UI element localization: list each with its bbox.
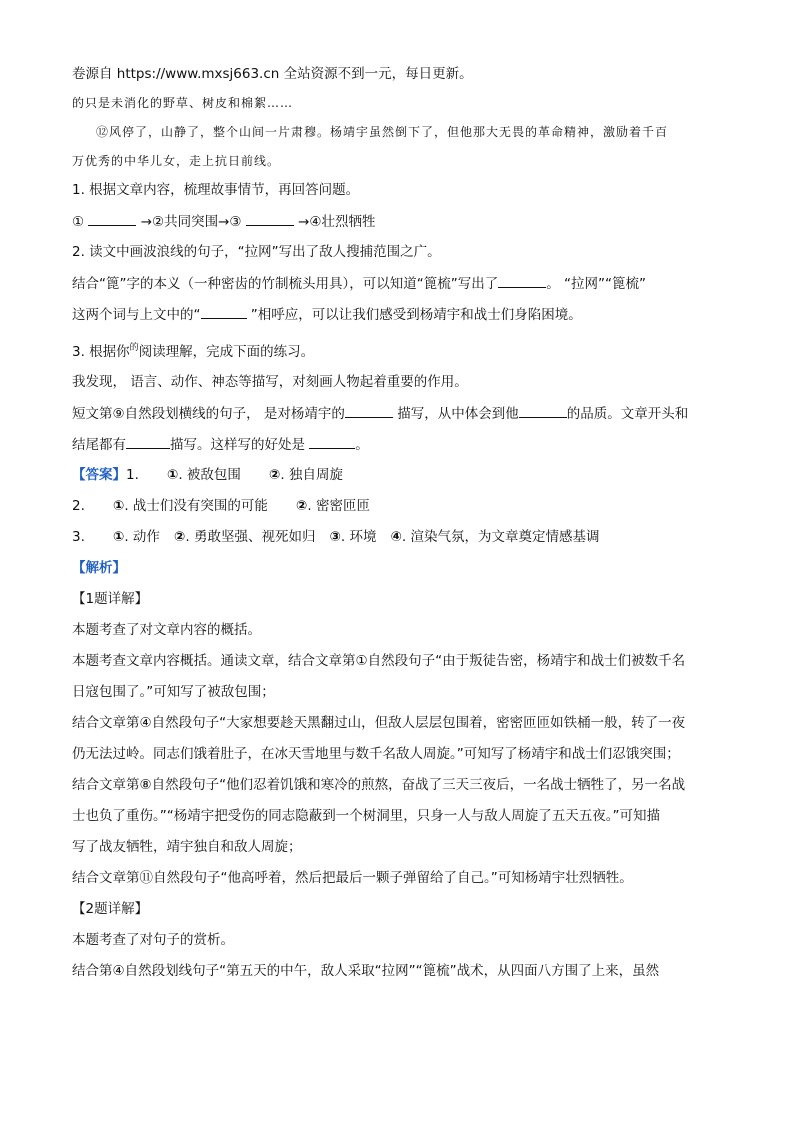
question-text: 描写。这样写的好处是 [170,437,310,453]
answer-line-3 [72,527,722,558]
answer-number: 3. [72,529,85,545]
detail-2-title: 【2题详解】 [72,901,149,917]
analysis-line: 本题考查了对文章内容的概括。 [72,622,261,638]
plot-step-4: →④壮烈牺牲 [298,214,376,230]
question-text: 。 [355,437,369,453]
circle-number: ④ [390,529,402,545]
circle-number: ② [295,498,308,514]
answer-blank[interactable] [201,304,247,319]
question-1-title: 1. 根据文章内容，梳理故事情节，再回答问题。 [72,182,360,198]
passage-line: 的只是未消化的野草、树皮和棉絮…… [72,96,294,110]
analysis-line: 士也负了重伤。”“杨靖宇把受伤的同志隐蔽到一个树洞里，只身一人与敌人周旋了五天五夜。”可知描 [72,808,660,824]
source-header: 卷源自 https://www.mxsj663.cn 全站资源不到一元，每日更新。 [72,66,473,82]
question-2-line-1 [72,273,722,304]
question-text: 结合“篦”字的本义（一种密齿的竹制梳头用具），可以知道“篦梳”写出了 [72,276,499,292]
circle-number: ② [173,529,186,545]
analysis-line: 结合文章第⑧自然段句子“他们忍着饥饿和寒冷的煎熬，奋战了三天三夜后，一名战士牺牲了，另一名战 [72,777,686,793]
document-body [72,64,722,992]
analysis-line: 本题考查文章内容概括。通读文章，结合文章第①自然段句子“由于叛徒告密，杨靖宇和战士们被数千名 [72,653,686,669]
question-text: 的品质。文章开头和 [566,406,689,422]
answer-text: . 渲染气氛，为文章奠定情感基调 [401,529,600,545]
answer-text: . 密密匝匝 [307,498,370,514]
analysis-line: 日寇包围了。”可知写了被敌包围； [72,684,275,700]
answer-blank[interactable] [309,434,355,449]
answer-tag: 【答案】 [72,467,126,483]
circle-number: ① [112,498,125,514]
analysis-line: 结合第④自然段划线句子“第五天的中午，敌人采取“拉网”“篦梳”战术，从四面八方围了上来，虽然 [72,963,660,979]
question-text: ”相呼应，可以让我们感受到杨靖宇和战士们身陷困境。 [246,307,582,323]
answer-text: . 环境 [340,529,377,545]
analysis-line: 本题考查了对句子的赏析。 [72,932,234,948]
passage-line: 万优秀的中华儿女，走上抗日前线。 [72,154,281,168]
analysis-line: 结合文章第⑪自然段句子“他高呼着，然后把最后一颗子弹留给了自己。”可知杨靖宇壮烈牺牲。 [72,870,633,886]
circle-number: ③ [329,529,341,545]
question-3-line-2 [72,403,722,434]
analysis-tag: 【解析】 [72,560,126,576]
circle-number: ① [166,467,179,483]
question-2-line-2 [72,304,722,335]
analysis-heading [72,558,722,589]
circle-number: ① [112,529,125,545]
circle-number: ② [268,467,281,483]
question-text: 3. 根据你 [72,344,130,360]
question-2-title: 2. 读文中画波浪线的句子，“拉网”写出了敌人搜捕范围之广。 [72,244,441,260]
question-3-line-3 [72,434,722,465]
answer-blank[interactable] [88,211,136,226]
answer-line-2 [72,496,722,527]
answer-blank[interactable] [345,403,393,418]
answer-blank[interactable] [498,273,546,288]
answer-text: . 独自周旋 [280,467,343,483]
question-3-title [72,335,722,372]
analysis-line: 仍无法过岭。同志们饿着肚子，在冰天雪地里与数千名敌人周旋。”可知写了杨靖宇和战士们忍饿突围； [72,746,680,762]
answer-blank[interactable] [519,403,567,418]
answer-text: . 动作 [124,529,160,545]
detail-1-title: 【1题详解】 [72,591,149,607]
analysis-line: 结合文章第④自然段句子“大家想要趁天黑翻过山，但敌人层层包围着，密密匝匝如铁桶一般，转了一夜 [72,715,686,731]
answer-text: . 战士们没有突围的可能 [124,498,268,514]
plot-step-1: ① [72,214,85,230]
question-text: 阅读理解，完成下面的练习。 [138,344,315,360]
plot-step-2: →②共同突围→③ [140,214,242,230]
answer-number: 1. [126,467,139,483]
passage-paragraph-12: ⑫风停了，山静了，整个山间一片肃穆。杨靖宇虽然倒下了，但他那大无畏的革命精神，激励着千百 [96,125,669,139]
question-text: 描写，从中体会到他 [392,406,519,422]
answer-blank[interactable] [246,211,294,226]
answer-text: . 被敌包围 [178,467,241,483]
question-text: 短文第⑨自然段划横线的句子， 是对杨靖宇的 [72,406,345,422]
question-text: 这两个词与上文中的“ [72,307,201,323]
analysis-line: 写了战友牺牲，靖宇独自和敌人周旋； [72,839,302,855]
answer-blank[interactable] [126,434,170,449]
answer-text: . 勇敢坚强、视死如归 [185,529,316,545]
answer-line-1 [72,465,722,496]
question-3-line-1: 我发现， 语言、动作、神态等描写，对刻画人物起着重要的作用。 [72,374,468,390]
question-text: 。 “拉网”“篦梳” [546,276,647,292]
question-text: 结尾都有 [72,437,126,453]
superscript-char: 的 [129,343,139,353]
answer-number: 2. [72,498,85,514]
question-1-plot-chain [72,211,722,242]
